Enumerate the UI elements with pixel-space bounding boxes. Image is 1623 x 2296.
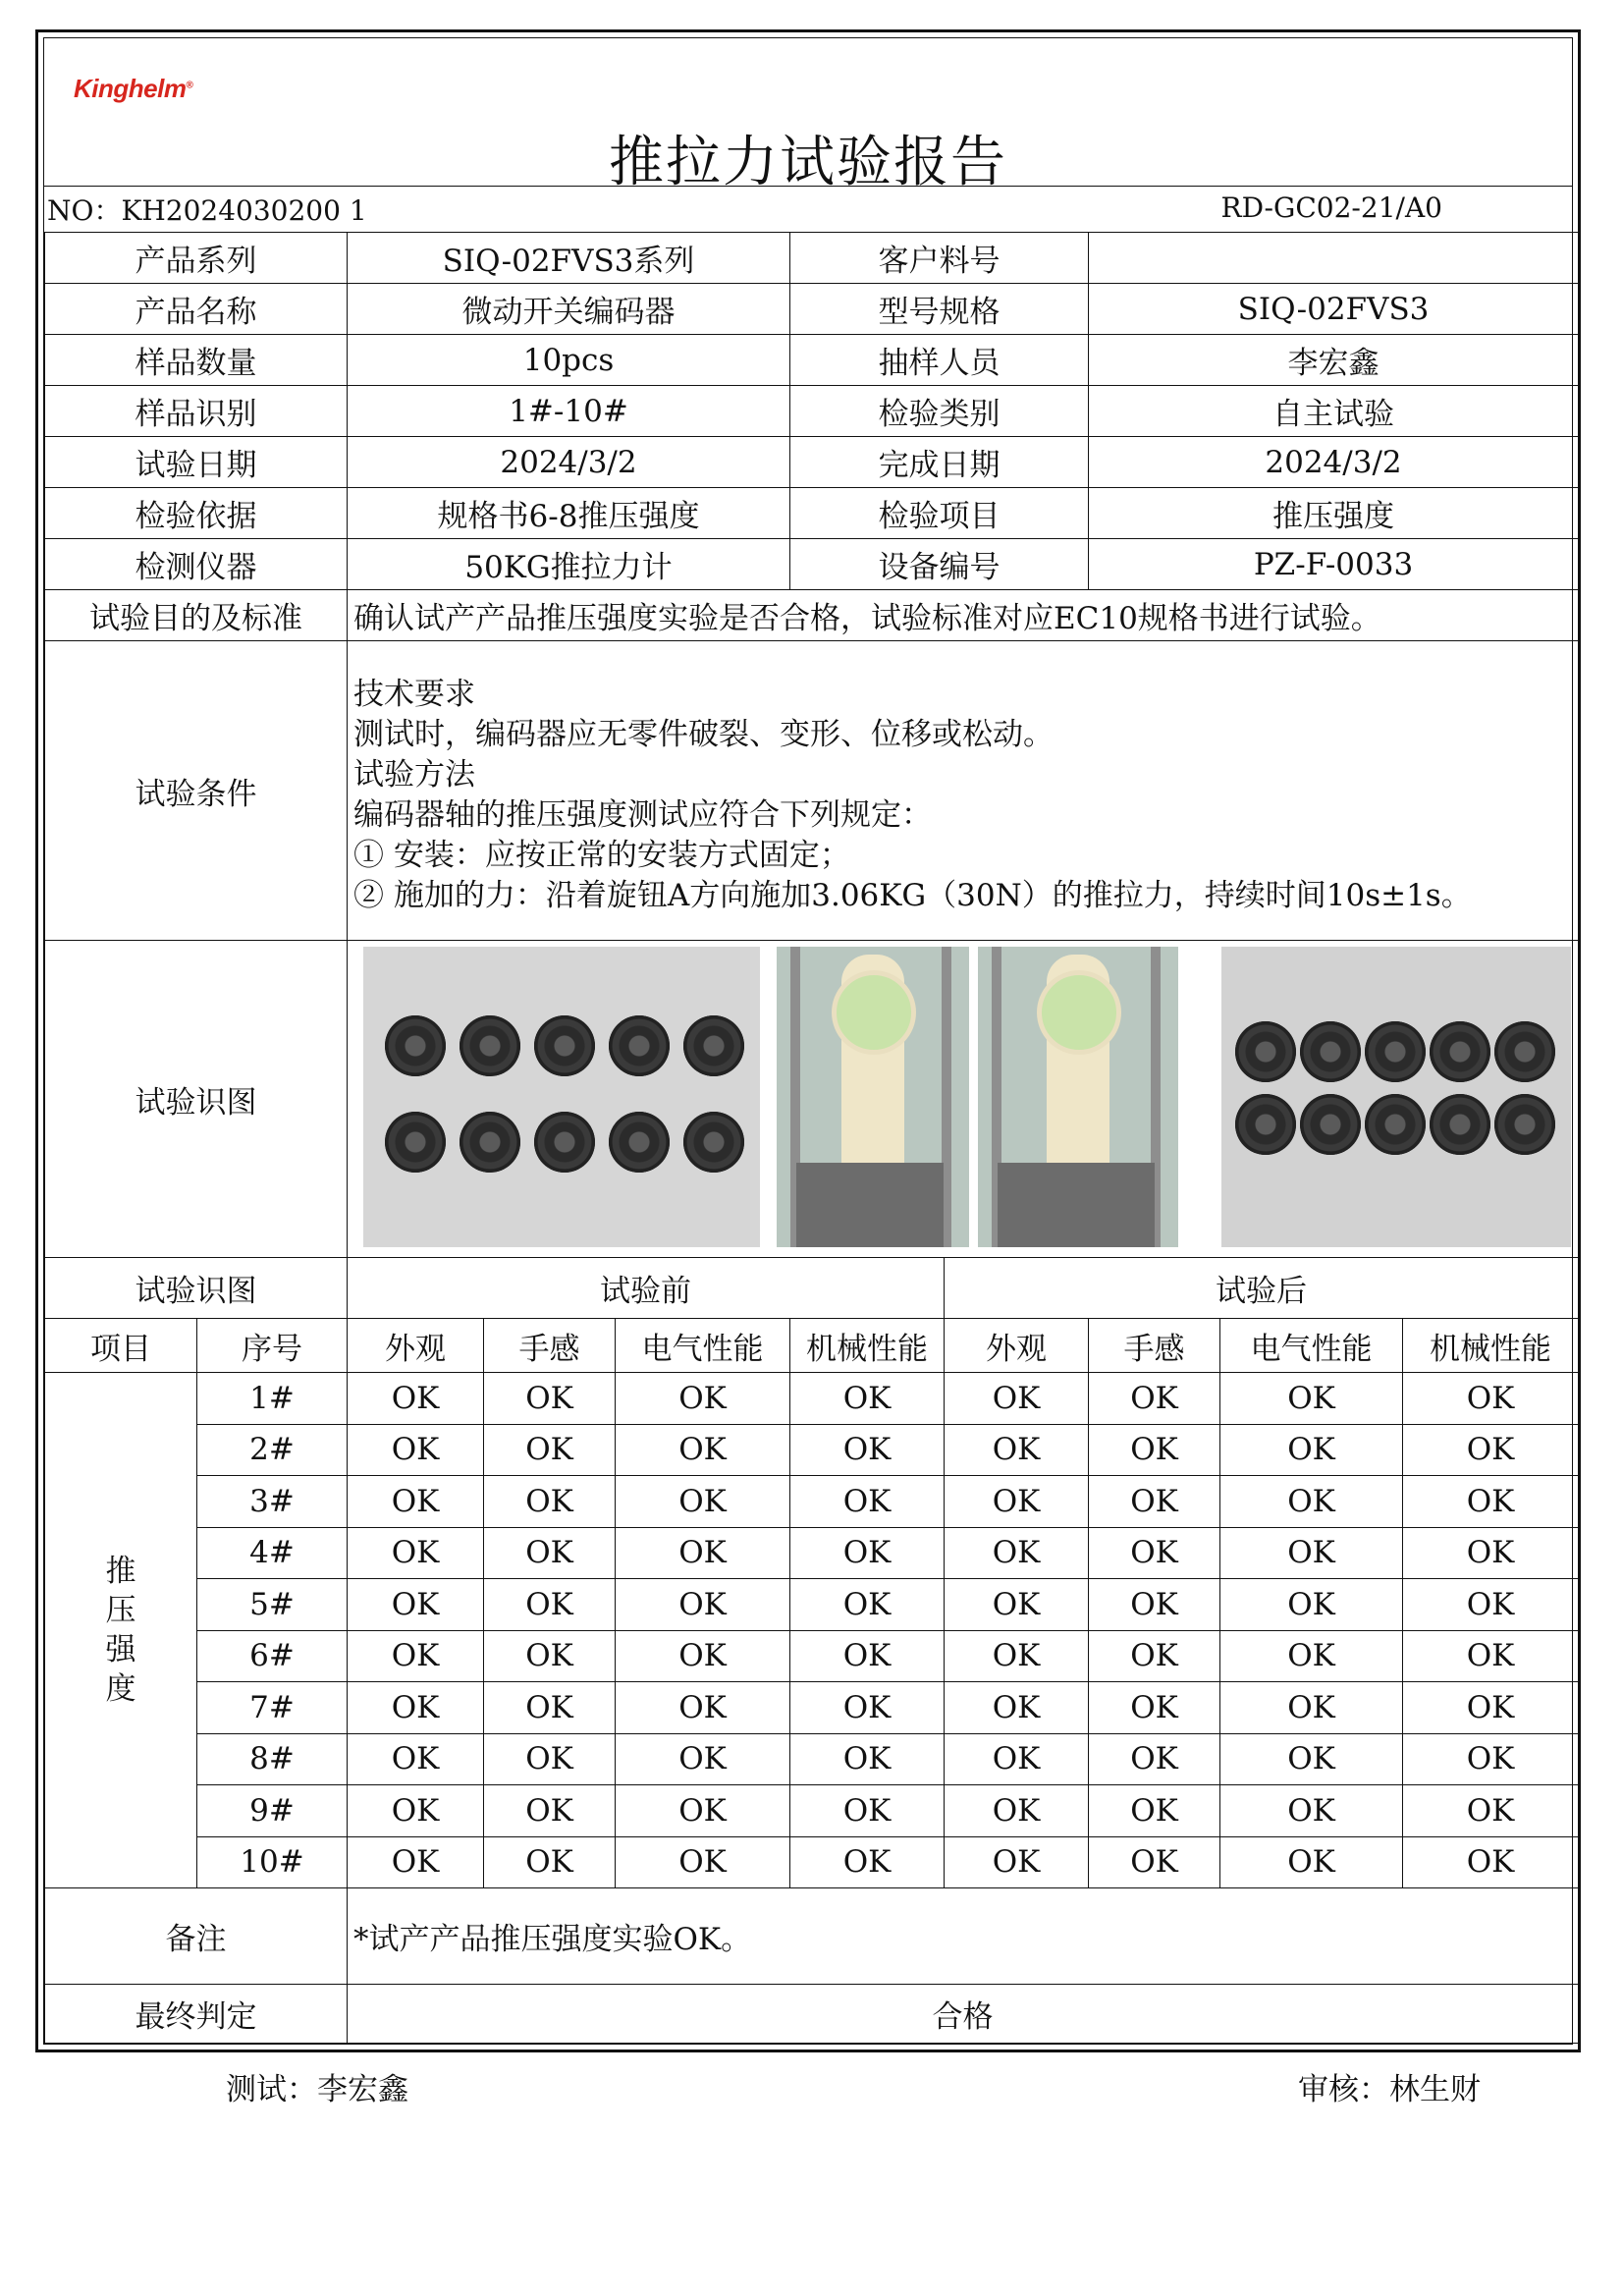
result-row [45,1579,1579,1631]
result-cell: OK [484,1527,616,1579]
report-table [44,232,1579,2044]
result-cell: OK [1220,1785,1403,1837]
report-frame [35,29,1581,2052]
result-row [45,1527,1579,1579]
remark-text: *试产产品推压强度实验OK。 [348,1888,1579,1985]
condition-line: 编码器轴的推压强度测试应符合下列规定： [353,797,932,833]
result-cell: OK [1403,1785,1579,1837]
result-cell: OK [1089,1579,1220,1631]
result-cell: OK [484,1373,616,1425]
final-row [45,1985,1579,2044]
result-cell: OK [790,1476,945,1528]
result-cell: OK [484,1579,616,1631]
info-value: 推压强度 [1089,488,1579,539]
condition-line: ② 施加的力：沿着旋钮A方向施加3.06KG（30N）的推拉力，持续时间10s±1s。 [353,878,1472,913]
condition-line: 技术要求 [353,677,475,712]
test-setup-photo-2 [978,947,1178,1247]
test-setup-photo-1 [777,947,969,1247]
result-cell: OK [1220,1836,1403,1888]
info-label: 抽样人员 [790,335,1089,386]
photo-label: 试验识图 [45,941,348,1258]
col-header: 机械性能 [1403,1319,1579,1373]
info-row [45,488,1579,539]
info-row [45,284,1579,335]
col-header: 电气性能 [1220,1319,1403,1373]
item-label-char: 压 [105,1593,136,1628]
result-cell: OK [945,1785,1089,1837]
purpose-row [45,590,1579,641]
result-row [45,1373,1579,1425]
sequence-cell: 4# [197,1527,348,1579]
result-cell: OK [790,1579,945,1631]
condition-line: 试验方法 [353,757,475,793]
info-value: SIQ-02FVS3系列 [348,233,790,284]
result-cell: OK [1089,1630,1220,1682]
photo-row [45,941,1579,1258]
info-label: 检测仪器 [45,539,348,590]
purpose-label: 试验目的及标准 [45,590,348,641]
info-label: 客户料号 [790,233,1089,284]
result-cell: OK [1403,1527,1579,1579]
result-cell: OK [616,1630,790,1682]
info-value [1089,233,1579,284]
info-label: 试验日期 [45,437,348,488]
result-cell: OK [348,1579,484,1631]
remark-row [45,1888,1579,1985]
info-value: 10pcs [348,335,790,386]
result-cell: OK [790,1373,945,1425]
result-cell: OK [616,1785,790,1837]
document-code: RD-GC02-21/A0 [1220,191,1442,224]
result-cell: OK [790,1630,945,1682]
results-header-row [45,1258,1579,1319]
result-cell: OK [348,1785,484,1837]
result-cell: OK [1403,1630,1579,1682]
result-cell: OK [945,1579,1089,1631]
condition-line: ① 安装：应按正常的安装方式固定； [353,838,850,873]
info-row [45,386,1579,437]
sequence-cell: 5# [197,1579,348,1631]
reviewer-signature: 审核：林生财 [1298,2072,1481,2107]
result-cell: OK [1220,1630,1403,1682]
result-cell: OK [348,1476,484,1528]
result-row [45,1733,1579,1785]
result-cell: OK [790,1733,945,1785]
col-header: 电气性能 [616,1319,790,1373]
result-cell: OK [1220,1527,1403,1579]
info-label: 完成日期 [790,437,1089,488]
result-cell: OK [945,1527,1089,1579]
result-cell: OK [1089,1836,1220,1888]
result-cell: OK [348,1373,484,1425]
result-cell: OK [790,1424,945,1476]
result-cell: OK [484,1733,616,1785]
info-row [45,233,1579,284]
result-cell: OK [616,1682,790,1734]
info-value: SIQ-02FVS3 [1089,284,1579,335]
sequence-cell: 2# [197,1424,348,1476]
result-cell: OK [616,1476,790,1528]
divider [44,186,1572,187]
result-cell: OK [1220,1424,1403,1476]
result-cell: OK [945,1682,1089,1734]
result-cell: OK [1403,1836,1579,1888]
report-title: 推拉力试验报告 [609,131,1007,194]
sequence-cell: 3# [197,1476,348,1528]
result-row [45,1836,1579,1888]
info-row [45,335,1579,386]
conditions-label: 试验条件 [45,641,348,941]
item-label [45,1373,197,1888]
purpose-text: 确认试产产品推压强度实验是否合格，试验标准对应EC10规格书进行试验。 [348,590,1579,641]
result-cell: OK [1403,1373,1579,1425]
tester-signature: 测试：李宏鑫 [226,2072,408,2107]
sequence-cell: 6# [197,1630,348,1682]
sequence-cell: 9# [197,1785,348,1837]
result-cell: OK [1220,1733,1403,1785]
result-cell: OK [484,1836,616,1888]
result-cell: OK [945,1373,1089,1425]
report-number: NO：KH2024030200 1 [47,194,367,227]
info-value: 1#-10# [348,386,790,437]
result-cell: OK [790,1785,945,1837]
report-inner [43,37,1573,2045]
info-value: 50KG推拉力计 [348,539,790,590]
item-label-char: 强 [105,1632,136,1667]
info-label: 型号规格 [790,284,1089,335]
info-value: 自主试验 [1089,386,1579,437]
sequence-cell: 8# [197,1733,348,1785]
info-value: 规格书6-8推压强度 [348,488,790,539]
results-label: 试验识图 [45,1258,348,1319]
condition-line: 测试时，编码器应无零件破裂、变形、位移或松动。 [353,717,1054,752]
result-row [45,1630,1579,1682]
result-cell: OK [484,1424,616,1476]
result-cell: OK [1089,1682,1220,1734]
result-cell: OK [945,1630,1089,1682]
info-label: 样品数量 [45,335,348,386]
info-label: 检验项目 [790,488,1089,539]
info-row [45,539,1579,590]
before-header: 试验前 [348,1258,945,1319]
final-verdict: 合格 [348,1985,1579,2044]
col-header: 外观 [945,1319,1089,1373]
result-cell: OK [616,1733,790,1785]
result-cell: OK [616,1373,790,1425]
remark-label: 备注 [45,1888,348,1985]
info-label: 设备编号 [790,539,1089,590]
result-cell: OK [348,1630,484,1682]
column-header-row [45,1319,1579,1373]
result-cell: OK [1220,1579,1403,1631]
result-cell: OK [616,1579,790,1631]
sequence-cell: 7# [197,1682,348,1734]
col-header: 手感 [484,1319,616,1373]
result-row [45,1476,1579,1528]
result-cell: OK [1403,1733,1579,1785]
result-row [45,1682,1579,1734]
info-label: 检验依据 [45,488,348,539]
kinghelm-logo: Kinghelm® [74,74,193,103]
col-header: 序号 [197,1319,348,1373]
result-cell: OK [1089,1785,1220,1837]
info-label: 检验类别 [790,386,1089,437]
result-cell: OK [484,1682,616,1734]
col-header: 外观 [348,1319,484,1373]
result-cell: OK [348,1527,484,1579]
result-cell: OK [348,1424,484,1476]
info-label: 样品识别 [45,386,348,437]
samples-before-photo [363,947,760,1247]
info-value: 2024/3/2 [348,437,790,488]
info-label: 产品名称 [45,284,348,335]
result-cell: OK [1403,1476,1579,1528]
result-row [45,1785,1579,1837]
sequence-cell: 1# [197,1373,348,1425]
result-cell: OK [1089,1476,1220,1528]
result-cell: OK [1403,1579,1579,1631]
result-cell: OK [1403,1424,1579,1476]
photo-strip [348,941,1578,1257]
result-cell: OK [1220,1476,1403,1528]
result-cell: OK [1403,1682,1579,1734]
result-cell: OK [616,1527,790,1579]
result-cell: OK [790,1836,945,1888]
result-cell: OK [348,1733,484,1785]
col-header: 手感 [1089,1319,1220,1373]
result-cell: OK [790,1682,945,1734]
result-cell: OK [616,1836,790,1888]
result-cell: OK [1220,1373,1403,1425]
result-cell: OK [484,1785,616,1837]
result-row [45,1424,1579,1476]
result-cell: OK [1089,1373,1220,1425]
info-value: 2024/3/2 [1089,437,1579,488]
col-header: 机械性能 [790,1319,945,1373]
samples-after-photo [1221,947,1571,1247]
conditions-text [348,641,1579,941]
item-label-char: 推 [105,1554,136,1589]
result-cell: OK [790,1527,945,1579]
result-cell: OK [348,1836,484,1888]
result-cell: OK [1089,1733,1220,1785]
result-cell: OK [945,1424,1089,1476]
result-cell: OK [1220,1682,1403,1734]
final-label: 最终判定 [45,1985,348,2044]
sequence-cell: 10# [197,1836,348,1888]
info-label: 产品系列 [45,233,348,284]
info-row [45,437,1579,488]
info-value: 微动开关编码器 [348,284,790,335]
info-value: PZ-F-0033 [1089,539,1579,590]
result-cell: OK [616,1424,790,1476]
conditions-row [45,641,1579,941]
result-cell: OK [484,1630,616,1682]
result-cell: OK [484,1476,616,1528]
info-value: 李宏鑫 [1089,335,1579,386]
item-label-char: 度 [105,1671,136,1707]
col-header: 项目 [45,1319,197,1373]
result-cell: OK [1089,1527,1220,1579]
after-header: 试验后 [945,1258,1579,1319]
result-cell: OK [945,1476,1089,1528]
result-cell: OK [945,1836,1089,1888]
result-cell: OK [1089,1424,1220,1476]
result-cell: OK [348,1682,484,1734]
result-cell: OK [945,1733,1089,1785]
